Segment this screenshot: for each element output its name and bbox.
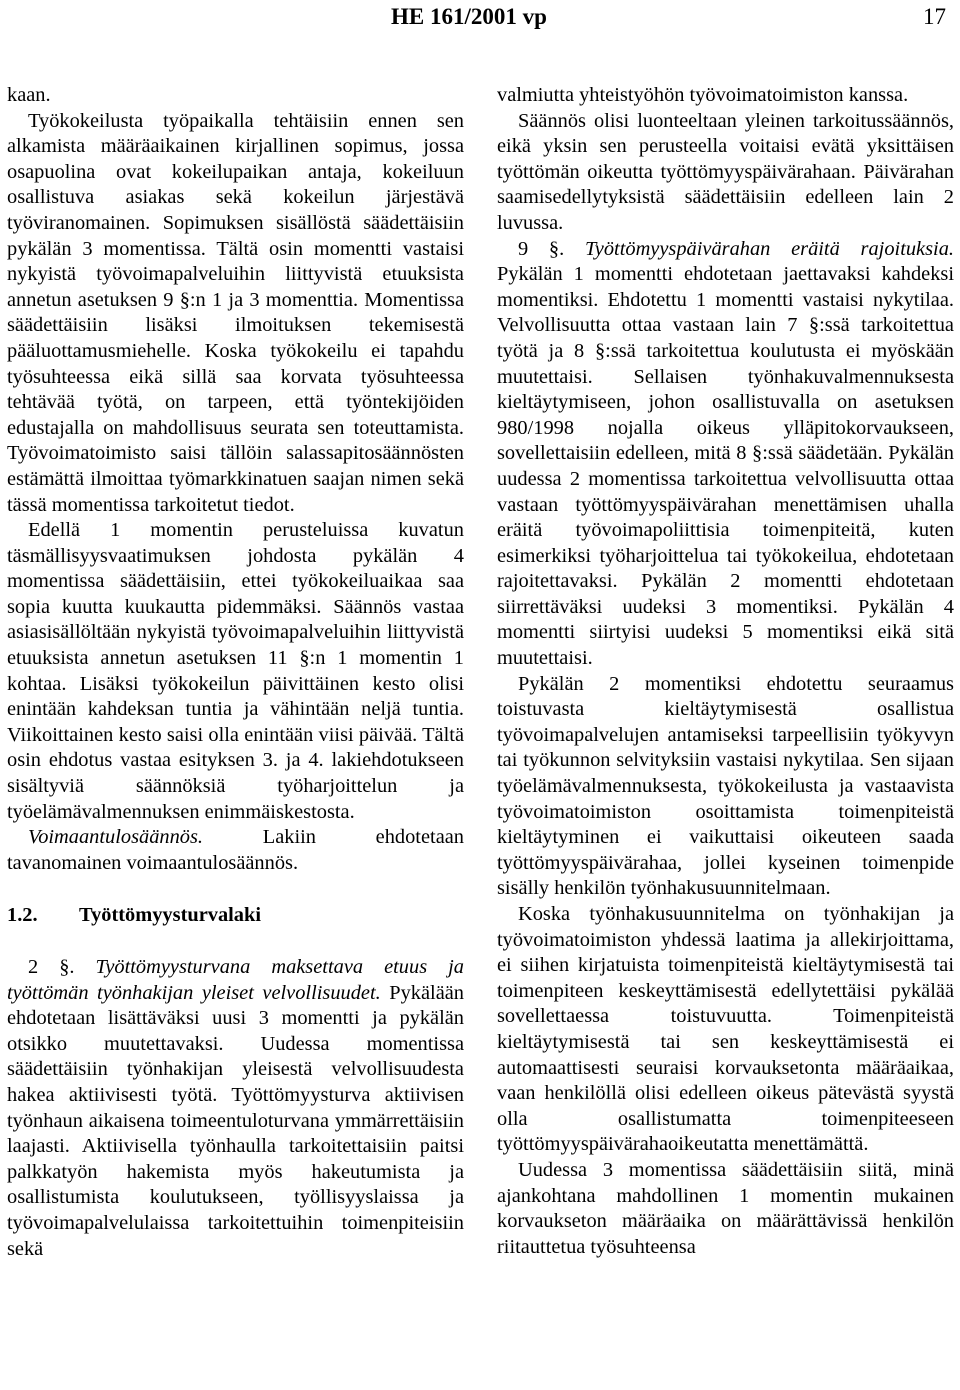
paragraph: Pykälän 2 momentiksi ehdotettu seuraamus toistuvasta kieltäytymisestä osallistua työvoimapalvelujen antamiseksi tarpeellisiin työkyvyn tai työkunnon selvityksiin vastaisi nykytilaa. Sen sijaan työelämävalmennuksesta, työkokeilusta ja vastaavista työvoimatoimiston osoittamista toimenpiteistä kieltäytyminen ei vaikuttaisi oikeuteen saada työttömyyspäivärahaa, jollei kyseinen toimenpide sisälly henkilön työnhakusuunnitelmaan. <box>497 672 954 900</box>
paragraph: kaan. <box>7 84 51 106</box>
right-column <box>497 83 954 1260</box>
paragraph-text: Lakiin ehdotetaan tavanomainen voimaantulosäännös. <box>7 826 464 874</box>
paragraph-text: Pykälään ehdotetaan lisättäväksi uusi 3 momentti ja pykälän otsikko muutettavaksi. Uudessa momentissa säädettäisiin työnhakijan yleisestä velvollisuudesta hakea aktiivisesti työtä. Työttömyysturva aktiivisen työnhaun aikaisena toimeentuloturvana ymmärrettäisiin laajasti. Aktiivisella työnhaulla tarkoitettaisiin paitsi palkkatyön hakemista myös hakeutumista ja osallistumista koulutukseen, työllisyyslaissa ja työvoimapalvelulaissa tarkoitettuihin toimenpiteisiin sekä <box>7 981 464 1260</box>
paragraph: Säännös olisi luonteeltaan yleinen tarkoitussäännös, eikä yksin sen perusteella voitaisi evätä yksittäisen työttömän oikeutta työttömyyspäivärahaan. Päivärahan saamisedellytyksistä säädettäisiin edelleen lain 2 luvussa. <box>497 109 954 234</box>
document-id: HE 161/2001 vp <box>391 4 547 29</box>
paragraph-italic-lead: Voimaantulosäännös. <box>28 826 204 849</box>
section-title: Työttömyysturvalaki <box>79 904 262 927</box>
paragraph <box>7 955 464 1262</box>
section-heading <box>7 903 464 929</box>
paragraph-text: Pykälän 1 momentti ehdotetaan jaettavaksi kahdeksi momentiksi. Ehdotettu 1 momentti vastaisi nykytilaa. Velvollisuutta ottaa vastaan lain 7 §:ssä tarkoitettua työtä ja 8 §:ssä tarkoitettua koulutusta ei myöskään muutettaisi. Sellaisen työnhakuvalmennuksesta kieltäytymiseen, johon osallistuvalla on asetuksen 980/1998 nojalla oikeus ylläpitokorvaukseen, sovellettaisiin edelleen, mitä 8 §:ssä säädetään. Pykälän uudessa 2 momentissa tarkoitettua velvollisuutta ottaa vastaan työttömyyspäivärahan menettämisen uhalla eräitä työvoimapoliittisia toimenpiteitä, kuten esimerkiksi työharjoittelua tai työkokeilua, ehdotetaan rajoitettavaksi. Pykälän 2 momentti ehdotetaan siirrettäväksi uudeksi 3 momentiksi. Pykälän 4 momentti siirtyisi uudeksi 5 momentiksi eikä sitä muutettaisi. <box>497 263 954 670</box>
section-ref: 9 §. <box>518 237 565 260</box>
paragraph: Edellä 1 momentin perusteluissa kuvatun täsmällisyysvaatimuksen johdosta pykälän 4 momentissa säädettäisiin, ettei työkokeiluaikaa saa sopia kuutta kuukautta pidemmäksi. Säännös vastaa asiasisällöltään nykyistä työvoimapalveluihin liittyvistä etuuksista annetun asetuksen 11 §:n 1 momentin 1 kohtaa. Lisäksi työkokeilun päivittäinen kesto olisi enintään kahdeksan tuntia ja vähintään neljä tuntia. Viikoittainen kesto saisi olla enintään viisi päivää. Tältä osin ehdotus vastaa esityksen 3. ja 4. lakiehdotukseen sisältyviä säännöksiä työharjoittelun ja työelämävalmennuksen enimmäiskestosta. <box>7 519 464 823</box>
paragraph-italic-lead: Työttömyysturvana maksettava etuus ja työttömän työnhakijan yleiset velvollisuudet. <box>7 956 465 1004</box>
page-number: 17 <box>923 4 946 29</box>
section-number: 1.2. <box>7 904 38 927</box>
paragraph: valmiutta yhteistyöhön työvoimatoimiston kanssa. <box>497 84 909 106</box>
paragraph <box>497 237 954 672</box>
paragraph: Työkokeilusta työpaikalla tehtäisiin ennen sen alkamista määräaikainen kirjallinen sopimus, jossa osapuolina ovat kokeilupaikan antaja, kokeiluun osallistuva asiakas sekä kokeilun järjestävä työviranomainen. Sopimuksen sisällöstä säädettäisiin pykälän 3 momentissa. Tältä osin momentti vastaisi nykyistä työvoimapalveluihin liittyvistä etuuksista annetun asetuksen 9 §:n 1 ja 3 momenttia. Momentissa säädettäisiin lisäksi ilmoituksen tekemisestä pääluottamusmiehelle. Koska työkokeilu ei tapahdu työsuhteessa eikä sillä saa korvata työsuhteessa tehtävää työtä, on tarpeen, että työntekijöiden edustajalla on mahdollisuus seurata sen toteuttamista. Työvoimatoimisto saisi tällöin salassapitosäännösten estämättä ilmoittaa työmarkkinatuen saajan nimen sekä tässä momentissa tarkoitetut tiedot. <box>7 109 464 516</box>
paragraph: Uudessa 3 momentissa säädettäisiin siitä, minä ajankohtana mahdollinen 1 momentin mukainen korvaukseton määräaika on määrättävissä henkilön riitauttetua työsuhteensa <box>497 1158 954 1258</box>
paragraph <box>7 825 464 876</box>
paragraph-italic-lead: Työttömyyspäivärahan eräitä rajoituksia. <box>564 237 954 260</box>
section-ref: 2 §. <box>28 956 75 978</box>
page-header <box>0 0 960 52</box>
left-column <box>7 83 464 1262</box>
paragraph: Koska työnhakusuunnitelma on työnhakijan ja työvoimatoimiston yhdessä laatima ja allekirjoittama, ei siihen kirjatuista toimenpiteistä kieltäytymisestä tai toimenpiteen keskeyttämisestä edellytettäisi pykälää sovellettaessa toistuvuutta. Toimenpiteistä kieltäytymisestä tai sen keskeyttämisestä ei automaattisesti seuraisi korvauksetonta määräaikaa, vaan henkilöllä olisi edelleen oikeus pätevästä syystä olla osallistumatta toimenpiteeseen työttömyyspäivärahaoikeutatta menettämättä. <box>497 903 954 1156</box>
